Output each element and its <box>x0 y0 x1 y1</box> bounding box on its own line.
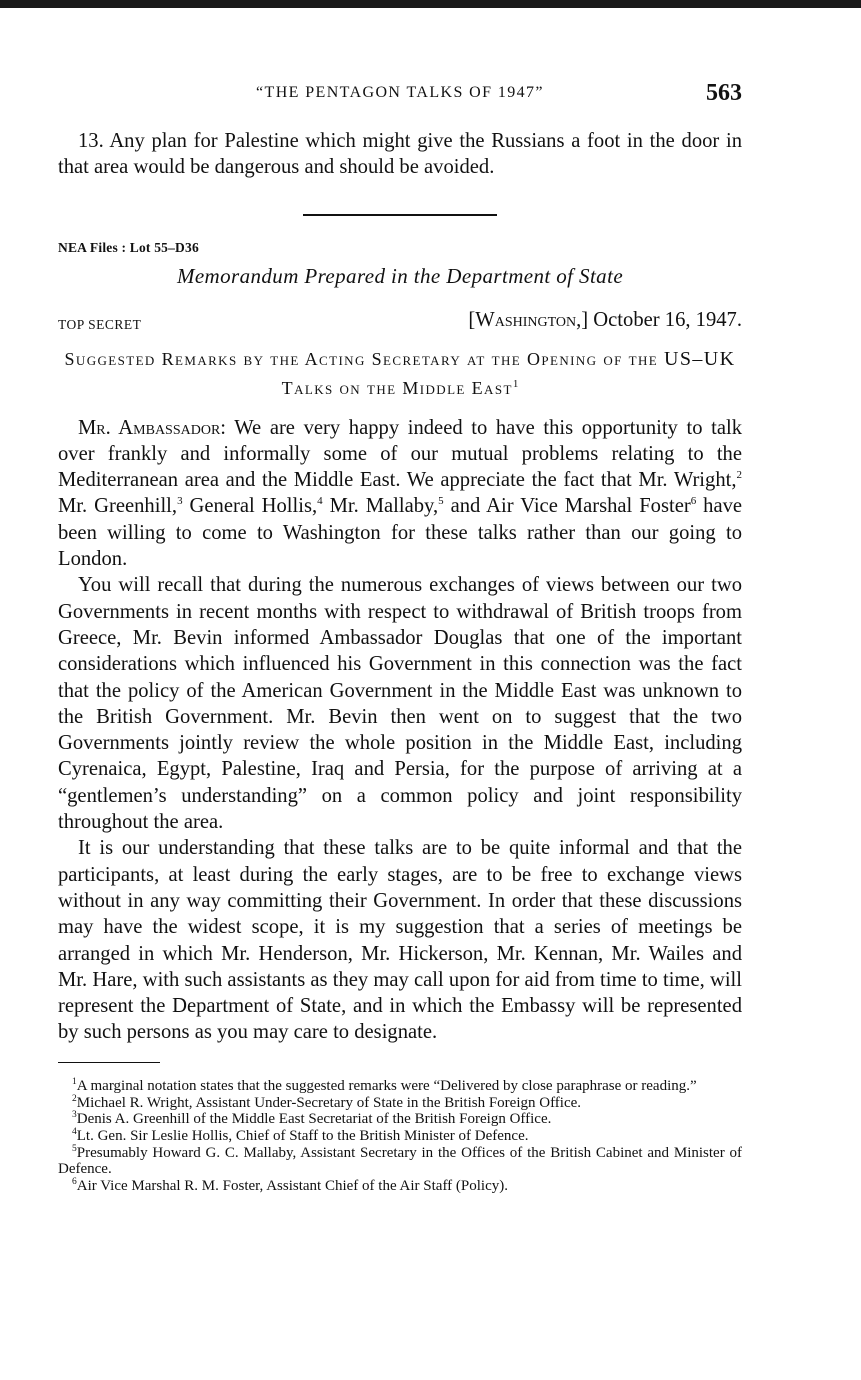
opening-paragraph: 13. Any plan for Palestine which might give the Russians a foot in the door in that area would be dangerous and should be avoided. <box>58 130 742 179</box>
body-p1-text-a: : We are very happy indeed to have this opportunity to talk over frankly and informally some of our mutual problems relating to the Mediterranean area and the Middle East. We appreciate the fact that Mr. Wright, <box>58 416 742 492</box>
running-head <box>58 80 742 112</box>
footnote-2-mark: 2 <box>72 1093 77 1104</box>
footnote-1 <box>58 1078 742 1095</box>
file-reference: NEA Files : Lot 55–D36 <box>58 239 199 255</box>
document-title: Memorandum Prepared in the Department of State <box>176 263 624 288</box>
section-divider <box>303 214 497 216</box>
document-meta-row <box>58 309 742 339</box>
classification-label: TOP SECRET <box>58 316 142 332</box>
footnotes <box>58 1078 742 1194</box>
salutation: Mr. Ambassador <box>78 416 221 439</box>
footnote-4-text: Lt. Gen. Sir Leslie Hollis, Chief of Staff to the British Minister of Defence. <box>76 1128 529 1144</box>
footnote-ref-6: 6 <box>690 495 697 508</box>
footnote-3-text: Denis A. Greenhill of the Middle East Secretariat of the British Foreign Office. <box>76 1111 552 1128</box>
footnote-4-mark: 4 <box>72 1127 77 1137</box>
heading-part2: Talks on the Middle East <box>281 377 513 398</box>
body-paragraph-3: It is our understanding that these talks are to be quite informal and that the participants, at least during the early stages, are to be free to exchange views without in any way committing their Government. In order that these discussions may have the widest scope, it is my suggestion that a series of meetings be arranged in which Mr. Henderson, Mr. Hickerson, Mr. Kennan, Mr. Wailes and Mr. Hare, with such assistants as they may call upon for aid from time to time, will represent the Department of State, and in which the Embassy will be represented by such persons as you may care to designate. <box>58 837 742 1044</box>
page-number: 563 <box>706 80 742 106</box>
heading-part1: Suggested Remarks by the Acting Secretary at the Opening of the <box>64 348 665 369</box>
page-content <box>58 80 742 1194</box>
footnote-6 <box>58 1178 742 1195</box>
place: Washington, <box>475 308 582 331</box>
footnote-1-text: A marginal notation states that the suggested remarks were “Delivered by close paraphrase or reading.” <box>76 1078 697 1095</box>
footnote-6-mark: 6 <box>72 1176 77 1187</box>
body-p1-text-b: Mr. Greenhill, <box>58 495 178 518</box>
memo-body <box>58 415 742 1046</box>
top-border-rule <box>0 0 861 8</box>
date: October 16, 1947. <box>593 308 742 331</box>
footnote-ref-2: 2 <box>736 469 742 482</box>
place-date: [Washington,] October 16, 1947. <box>468 308 742 331</box>
body-p1-text-e: and Air Vice Marshal Foster <box>443 495 691 518</box>
footnote-2-text: Michael R. Wright, Assistant Under-Secretary of State in the British Foreign Office. <box>76 1094 582 1111</box>
document-heading <box>58 347 742 401</box>
body-paragraph-1 <box>58 415 742 573</box>
body-p1-text-d: Mr. Mallaby, <box>322 495 439 518</box>
footnote-5-text: Presumably Howard G. C. Mallaby, Assistant Secretary in the Offices of the British Cabinet and Minister of Defence. <box>58 1144 742 1178</box>
footnote-1-mark: 1 <box>72 1077 77 1088</box>
heading-caps: US–UK <box>664 347 736 370</box>
body-p1-text-c: General Hollis, <box>182 495 318 518</box>
footnote-3-mark: 3 <box>72 1110 77 1121</box>
footnote-6-text: Air Vice Marshal R. M. Foster, Assistant Chief of the Air Staff (Policy). <box>76 1177 508 1194</box>
footnote-ref-4: 4 <box>317 495 323 508</box>
footnote-ref-5: 5 <box>438 495 444 508</box>
footnote-4 <box>58 1128 742 1145</box>
footnote-rule <box>58 1062 160 1064</box>
footnote-5-mark: 5 <box>72 1143 77 1154</box>
body-paragraph-2: You will recall that during the numerous exchanges of views between our two Governments in recent months with respect to withdrawal of British troops from Greece, Mr. Bevin informed Ambassador Douglas that one of the important considerations which influenced his Government in this connection was the fact that the policy of the American Government in the Middle East was unknown to the British Government. Mr. Bevin then went on to suggest that the two Governments jointly review the whole position in the Middle East, including Cyrenaica, Egypt, Palestine, Iraq and Persia, for the purpose of arriving at a “gentlemen’s understanding” on a common policy and joint responsibility throughout the area. <box>58 574 742 834</box>
footnote-5 <box>58 1145 742 1178</box>
footnote-ref-3: 3 <box>177 495 183 508</box>
footnote-ref-1: 1 <box>512 377 519 390</box>
running-title: “THE PENTAGON TALKS OF 1947” <box>256 84 544 101</box>
body-p1-text-f: have been willing to come to Washington for these talks rather than our going to London. <box>58 495 743 571</box>
footnote-3 <box>58 1111 742 1128</box>
footnote-2 <box>58 1095 742 1112</box>
